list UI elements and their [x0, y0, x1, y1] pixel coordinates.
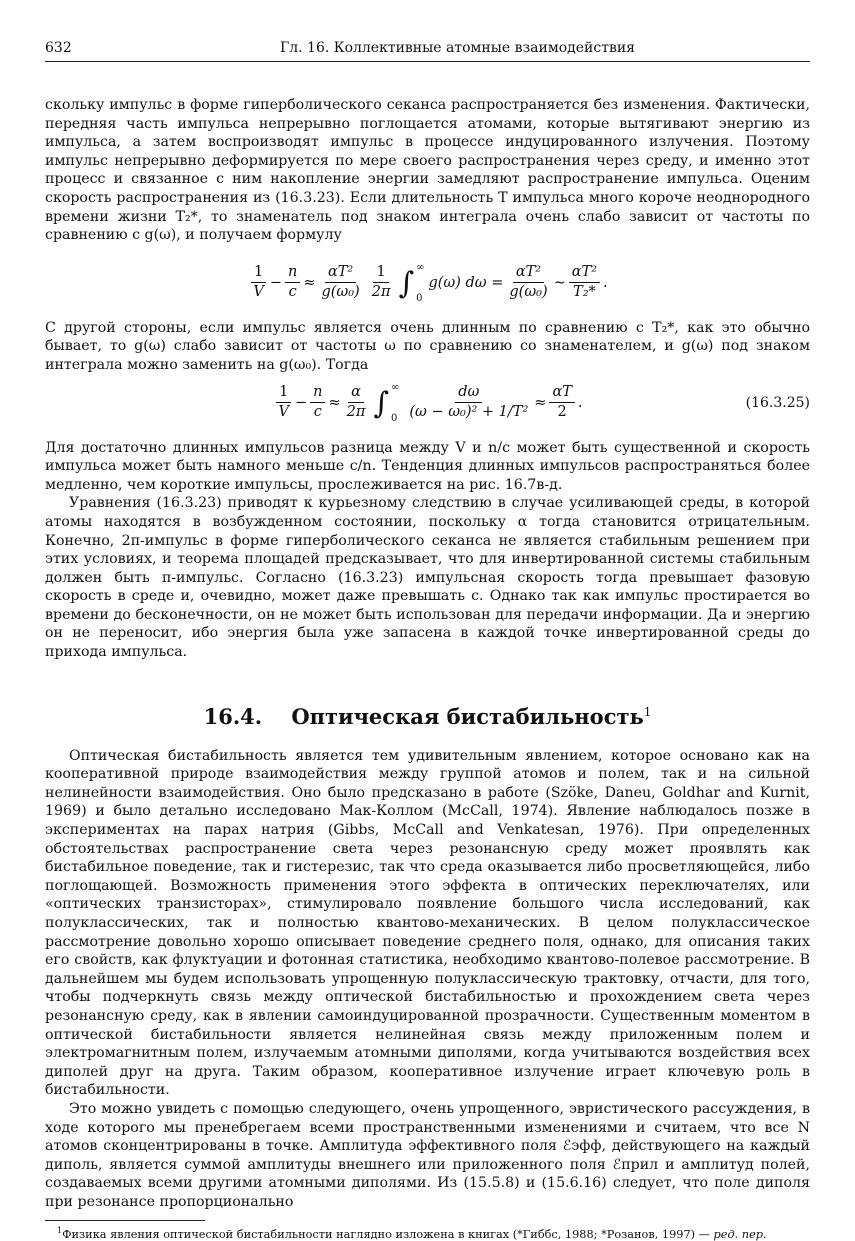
equation-1: [45, 259, 810, 307]
book-page: [45, 40, 810, 1241]
paragraph-3: Для достаточно длинных импульсов разница между V и n/c может быть существенной и скорость импульса может быть намного меньше c/n. Тенденция длинных импульсов распространяться более медленно, чем короткие импульсы, прослеживается на рис. 16.7в-д.: [45, 439, 810, 495]
section-title: Оптическая бистабильность: [291, 704, 643, 729]
eq1-limits: ∞ 0: [416, 262, 424, 304]
eq1-fraction-2: $\frac{1}{2\pi}$: [369, 264, 394, 301]
eq2-minus: −: [295, 395, 307, 411]
eq1-fraction-4: $\frac{\text{αT²}}{\text{T₂*}}$: [569, 264, 600, 301]
running-header: [45, 40, 810, 62]
eq2-fraction-1: $\frac{\alpha}{2\pi}$: [344, 384, 369, 421]
paragraph-5: Оптическая бистабильность является тем удивительным явлением, которое основано как на кооперативной природе взаимодействия между группой атомов и полем, так и на сильной нелинейности взаимодействия. Оно было предсказано в работе (Szöke, Daneu, Goldhar and Kurnit, 1969) и было детально исследовано Мак-Коллом (McCall, 1974). Явление наблюдалось позже в экспериментах на парах натрия (Gibbs, McCall and Venkatesan, 1976). При определенных обстоятельствах распространение света через резонансную среду может проявлять как бистабильное поведение, так и гистерезис, так что среда оказывается либо просветляющейся, либо поглощающей. Возможность применения этого эффекта в оптических переключателях, или «оптических транзисторах», стимулировало появление большого числа исследований, как полуклассических, так и полностью квантово-механических. В целом полуклассическое рассмотрение довольно хорошо описывает поведение среднего поля, однако, для описания таких его свойств, как флуктуации и фотонная статистика, необходимо квантово-полевое рассмотрение. В дальнейшем мы будем использовать упрощенную полуклассическую трактовку, отчасти, для того, чтобы подчеркнуть связь между оптической бистабильностью и прохождением света через резонансную среду, как в явлении самоиндуцированной прозрачности. Существенным моментом в оптической бистабильности является нелинейная связь между приложенным полем и электромагнитным полем, излучаемым атомными диполями, когда учитываются воздействия всех диполей друг на друга. Таким образом, кооперативное излучение играет ключевую роль в бистабильности.: [45, 747, 810, 1100]
eq2-fraction-2: $\frac{d\omega}{\text{(ω − ω₀)² + 1/T²}}$: [406, 384, 531, 421]
section-footnote-mark[interactable]: 1: [644, 705, 652, 719]
eq2-fraction-3: $\frac{\alpha T}{2}$: [549, 384, 574, 421]
eq1-end: .: [603, 275, 608, 291]
eq1-fraction-1: $\frac{\text{αT²}}{\text{g(ω₀)}}$: [318, 264, 362, 301]
running-title: Гл. 16. Коллективные атомные взаимодействия: [280, 40, 810, 56]
eq1-fraction-nc: $\frac{n}{c}$: [285, 264, 300, 301]
eq1-fraction-3: $\frac{\text{αT²}}{\text{g(ω₀)}}$: [506, 264, 550, 301]
equation-16-3-25: [45, 379, 810, 427]
paragraph-6: Это можно увидеть с помощью следующего, очень упрощенного, эвристического рассуждения, в ходе которого мы пренебрегаем всеми пространственными изменениями и считаем, что все N атомов сконцентрированы в точке. Амплитуда эффективного поля ℰэфф, действующего на каждый диполь, является суммой амплитуды внешнего или приложенного поля ℰприл и амплитуд полей, создаваемых всеми другими атомными диполями. Из (15.5.8) и (15.6.16) следует, что поле диполя при резонансе пропорционально: [45, 1100, 810, 1212]
footnote: [45, 1224, 810, 1241]
paragraph-1: скольку импульс в форме гиперболического секанса распространяется без изменения. Фактически, передняя часть импульса непрерывно поглощается атомами, которые вытягивают энергию из импульса, а затем воспроизводят импульс в процессе индуцированного излучения. Поэтому импульс непрерывно деформируется по мере своего распространения через среду, и именно этот процесс и связанное с ним накопление энергии замедляют распространение импульса. Оценим скорость распространения из (16.3.23). Если длительность T импульса много короче неоднородного времени жизни T₂*, то знаменатель под знаком интеграла очень слабо зависит от частоты по сравнению с g(ω), и получаем формулу: [45, 96, 810, 245]
eq2-approx-2: ≈: [534, 395, 546, 411]
eq2-limits: ∞ 0: [391, 382, 399, 424]
footnote-divider: [45, 1220, 205, 1221]
section-heading: [45, 704, 810, 729]
eq1-sim: ∼: [554, 275, 566, 291]
page-number: 632: [45, 40, 72, 56]
footnote-editor-note: — ред. пер.: [699, 1227, 767, 1240]
eq1-approx: ≈: [303, 275, 315, 291]
equation-number: (16.3.25): [746, 395, 810, 411]
eq2-fraction-nc: $\frac{n}{c}$: [310, 384, 325, 421]
section-number: 16.4.: [204, 704, 262, 729]
footnote-mark: 1: [57, 1226, 62, 1235]
paragraph-4: Уравнения (16.3.23) приводят к курьезному следствию в случае усиливающей среды, в которой атомы находятся в возбужденном состоянии, поскольку α тогда становится отрицательным. Конечно, 2π-импульс в форме гиперболического секанса не является стабильным решением при этих условиях, и теорема площадей предсказывает, что для инвертированной системы стабильным должен быть π-импульс. Согласно (16.3.23) импульсная скорость тогда превышает фазовую скорость в среде и, очевидно, может даже превышать c. Однако так как импульс простирается во времени до бесконечности, он не может быть использован для передачи информации. Да и энергию он не переносит, ибо энергия была уже запасена в каждой точке инвертированной среды до прихода импульса.: [45, 494, 810, 661]
eq1-minus: −: [270, 275, 282, 291]
eq2-approx: ≈: [328, 395, 340, 411]
eq1-integrand: g(ω) dω =: [428, 275, 503, 291]
integral-sign-icon: ∫: [373, 386, 389, 421]
eq2-end: .: [578, 395, 583, 411]
paragraph-2: С другой стороны, если импульс является очень длинным по сравнению с T₂*, как это обычно бывает, то g(ω) слабо зависит от частоты ω по сравнению со знаменателем, и g(ω) под знаком интеграла можно заменить на g(ω₀). Тогда: [45, 319, 810, 375]
footnote-text: Физика явления оптической бистабильности наглядно изложена в книгах (*Гиббс, 1988; *Розанов, 1997): [62, 1227, 695, 1240]
integral-sign-icon: ∫: [398, 266, 414, 301]
eq2-fraction-lhs: $\frac{1}{V}$: [275, 384, 291, 421]
eq1-fraction-lhs: $\frac{1}{V}$: [250, 264, 266, 301]
